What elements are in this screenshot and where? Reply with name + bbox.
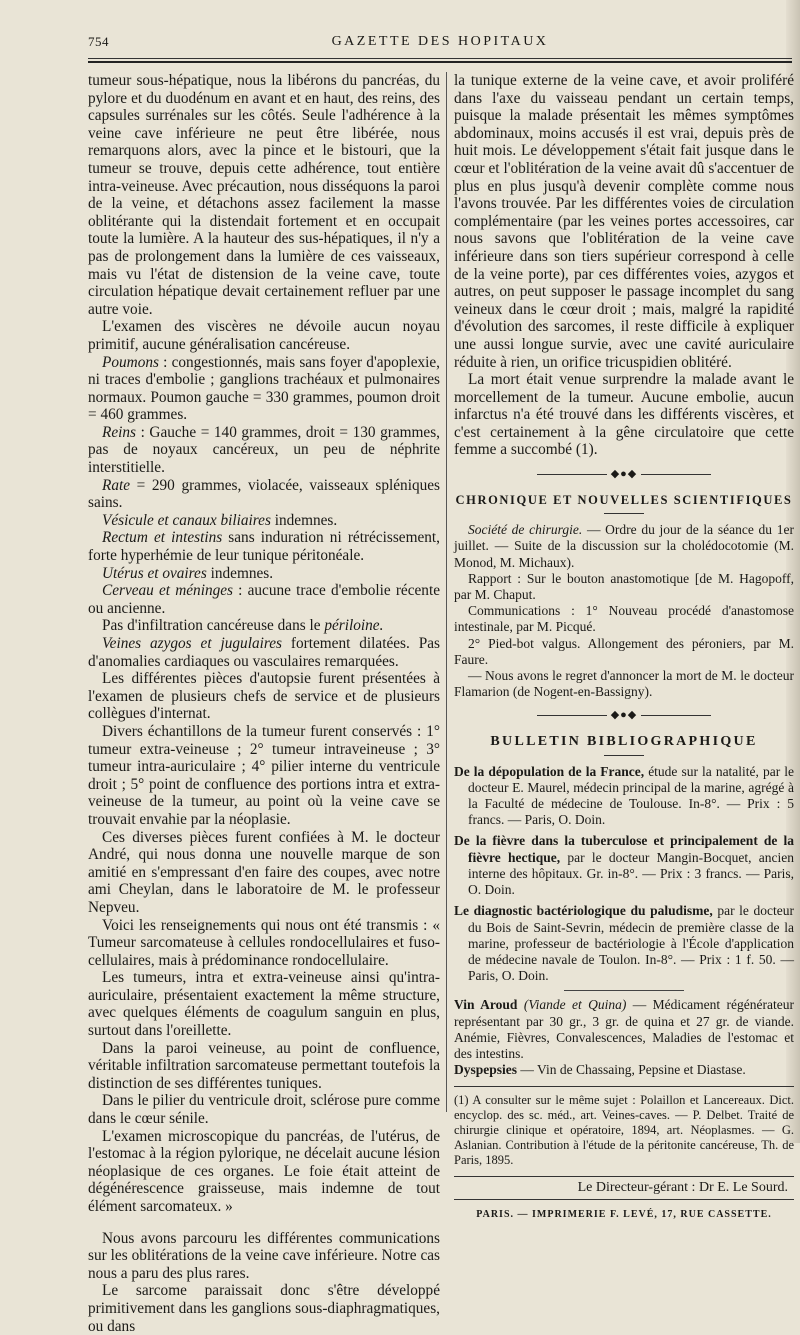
- organ-text: : Gauche = 140 grammes, droit = 130 grammes, pas de noyaux cancéreux, un peu de néphrite interstitielle.: [88, 423, 440, 477]
- left-column: [88, 72, 440, 1335]
- title-rule: [604, 513, 644, 514]
- right-column: [454, 72, 794, 1224]
- page-number: 754: [88, 34, 109, 49]
- text-span: — Vin de Chassaing, Pepsine et Diastase.: [517, 1062, 746, 1078]
- bibliography-section: [454, 764, 794, 985]
- paragraph: 2° Pied-bot valgus. Allongement des péroniers, par M. Faure.: [454, 635, 794, 667]
- organ-name: Veines azygos et jugulaires: [102, 635, 282, 652]
- paragraph: L'examen microscopique du pancréas, de l'utérus, de l'estomac à la région pylorique, ne décelait aucune lésion néoplasique de ces organes. Le foie était atteint de dégénérescence graisseuse, mais indemne de tout élément sarcomateux. »: [88, 1127, 440, 1215]
- paragraph: [454, 522, 794, 571]
- organ-text: fortement dilatées. Pas d'anomalies cardiaques ou vasculaires remarquées.: [88, 635, 440, 670]
- biblio-text: étude sur la natalité, par le docteur E. Maurel, médecin principal de la marine, agrégé à la Faculté de médecine de Toulouse. In-8°. — Prix : 5 francs. — Paris, O. Doin.: [468, 763, 794, 828]
- section-ornament: ◆●◆: [454, 707, 794, 725]
- society-name: Société de chirurgie.: [468, 522, 583, 538]
- biblio-text: par le docteur Mangin-Bocquet, ancien interne des hôpitaux. Gr. in-8°. — Prix : 3 francs. — Paris, O. Doin.: [468, 849, 794, 898]
- organ-name: Cerveau et méninges: [102, 582, 233, 600]
- organ-name: Utérus et ovaires: [102, 564, 207, 582]
- footnote: (1) A consulter sur le même sujet : Polaillon et Lancereaux. Dict. encyclop. des sc. méd., art. Veines-caves. — P. Delbet. Traité de chirurgie clinique et opératoire, 1894, art. Néoplasmes. — G. Aslanian. Contribution à l'étude de la péritonite cancéreuse, Th. de Paris, 1895.: [454, 1093, 794, 1168]
- advert-text: [454, 1062, 794, 1078]
- header-rule-thick: [88, 61, 792, 63]
- paragraph: Nous avons parcouru les différentes communications sur les oblitérations de la veine cave inférieure. Notre cas nous a paru des plus rares.: [88, 1229, 440, 1282]
- biblio-text: par le docteur du Bois de Saint-Sevrin, médecin de première classe de la marine, professeur de bactériologie à l'École d'application de médecine navale de Toulon. In-8°. — Prix : 1 f. 50. — Paris, O. Doin.: [468, 903, 794, 984]
- advertisement: [454, 997, 794, 1078]
- biblio-entry: [454, 764, 794, 829]
- paragraph: Voici les renseignements qui nous ont été transmis : « Tumeur sarcomateuse à cellules rondocellulaires et fuso-cellulaires, mais à prédominance rondocellulaire.: [88, 916, 440, 969]
- paragraph: L'examen des viscères ne dévoile aucun noyau primitif, aucune généralisation cancéreuse.: [88, 318, 440, 353]
- page-header: [88, 34, 792, 56]
- organ-entry: [88, 582, 440, 617]
- paragraph: Ces diverses pièces furent confiées à M. le docteur André, qui nous donna une nouvelle marque de son amitié en s'empressant d'en faire des coupes, avec notre ami Cheylan, dans le laboratoire de M. le professeur Nepveu.: [88, 828, 440, 916]
- paragraph: Rapport : Sur le bouton anastomotique [de M. Hagopoff, par M. Chaput.: [454, 570, 794, 603]
- header-rule: [88, 58, 792, 59]
- paragraph: Les différentes pièces d'autopsie furent présentées à l'examen de plusieurs chefs de service et de plusieurs collègues d'internat.: [88, 670, 440, 723]
- column-divider: [446, 72, 447, 1112]
- organ-entry: [88, 565, 440, 583]
- advert-text: [454, 997, 794, 1062]
- paragraph: tumeur sous-hépatique, nous la libérons du pancréas, du pylore et du duodénum en avant et en haut, des reins, des capsules surrénales sur les côtés. Seule l'adhérence à la veine cave inférieure ne peut être libérée, nous remarquons alors, avec la pince et le bistouri, que la tumeur se trouve, depuis cette adhérence, tout entière intra-veineuse. Avec précaution, nous disséquons la paroi de la veine, et détachons assez facilement la masse oblitérante qui la distendait fortement et en occupait toute la lumière. A la hauteur des sus-hépatiques, il n'y a pas de prolongement dans la lumière de ces vaisseaux, mais vu l'état de distension de la veine cave, toute circulation hépatique devait certainement refluer par une autre voie.: [88, 72, 440, 318]
- biblio-entry: [454, 833, 794, 898]
- paragraph: Divers échantillons de la tumeur furent conservés : 1° tumeur extra-veineuse ; 2° tumeur intraveineuse ; 3° tumeur intra-auriculaire ; 4° pilier interne du ventricule droit ; 5° point de confluence des portions intra et extra-veineuse de la tumeur, au point où la veine cave se trouvait envahie par la néoplasie.: [88, 722, 440, 828]
- biblio-title: Le diagnostic bactériologique du paludisme,: [454, 903, 713, 919]
- organ-entry: [88, 477, 440, 512]
- italic-word: périloine.: [324, 617, 384, 635]
- organ-entry: [88, 424, 440, 477]
- organ-name: Rectum et intestins: [102, 529, 223, 547]
- organ-text: : aucune trace d'embolie récente ou ancienne.: [88, 582, 440, 617]
- signature: Le Directeur-gérant : Dr E. Le Sourd.: [454, 1176, 794, 1200]
- paragraph: [88, 617, 440, 635]
- section-ornament: ◆●◆: [454, 466, 794, 484]
- organ-text: sans induration ni rétrécissement, forte hyperhémie de leur tunique péritonéale.: [88, 529, 440, 565]
- organ-name: Vésicule et canaux biliaires: [102, 511, 271, 529]
- paragraph: Les tumeurs, intra et extra-veineuse ainsi qu'intra-auriculaire, présentaient exactement la même structure, avec quelques éléments de coagulum sanguin en plus, surtout dans l'oreillette.: [88, 969, 440, 1040]
- biblio-title: De la fièvre dans la tuberculose et principalement de la fièvre hectique,: [454, 833, 794, 865]
- text-span: — Ordre du jour de la séance du 1er juillet. — Suite de la discussion sur la cholédocotomie (M. Monod, M. Michaux).: [454, 522, 794, 570]
- organ-text: : congestionnés, mais sans foyer d'apoplexie, ni traces d'embolie ; ganglions trachéaux et pulmonaires normaux. Poumon gauche = 330 grammes, poumon droit = 460 grammes.: [88, 353, 440, 424]
- footnote-rule: [454, 1086, 794, 1087]
- advert-product: Dyspepsies: [454, 1062, 518, 1078]
- organ-entry: [88, 512, 440, 530]
- biblio-entry: [454, 903, 794, 984]
- text-span: Pas d'infiltration cancéreuse dans le: [102, 617, 325, 635]
- paragraph: [88, 635, 440, 670]
- organ-name: Poumons: [102, 353, 159, 371]
- spacer: [88, 1216, 440, 1230]
- running-title: GAZETTE DES HOPITAUX: [331, 34, 549, 49]
- paragraph: Dans la paroi veineuse, au point de confluence, véritable infiltration sarcomateuse permettant toutefois la distinction de ses différentes tuniques.: [88, 1039, 440, 1092]
- biblio-title: De la dépopulation de la France,: [454, 763, 645, 779]
- chronique-section: [454, 522, 794, 700]
- imprint: PARIS. — IMPRIMERIE F. LEVÉ, 17, RUE CASSETTE.: [476, 1208, 772, 1220]
- advert-rule: [564, 990, 684, 991]
- organ-name: Reins: [102, 423, 136, 441]
- advert-subtitle: (Viande et Quina): [517, 997, 627, 1013]
- paragraph: — Nous avons le regret d'annoncer la mort de M. le docteur Flamarion (de Nogent-en-Bassigny).: [454, 668, 794, 700]
- organ-text: indemnes.: [270, 511, 338, 529]
- text-span: — Médicament régénérateur représentant par 30 gr., 3 gr. de quina et 27 gr. de viande. Anémie, Fièvres, Convalescences, Maladies de l'estomac et des intestins.: [454, 997, 795, 1061]
- paragraph: Le sarcome paraissait donc s'être développé primitivement dans les ganglions sous-diaphragmatiques, ou dans: [88, 1282, 440, 1335]
- advert-product: Vin Aroud: [454, 997, 518, 1013]
- paragraph: La mort était venue surprendre la malade avant le morcellement de la tumeur. Aucune embolie, aucun infarctus n'a été trouvé dans les différents viscères, et c'est certainement à la gêne circulatoire que cette femme a succombé (1).: [454, 371, 794, 459]
- organ-entry: [88, 354, 440, 424]
- organ-text: indemnes.: [206, 564, 274, 582]
- organ-text: = 290 grammes, violacée, vaisseaux spléniques sains.: [88, 476, 440, 512]
- organ-entry: [88, 529, 440, 564]
- section-title-chronique: CHRONIQUE ET NOUVELLES SCIENTIFIQUES: [455, 492, 793, 507]
- paragraph: Communications : 1° Nouveau procédé d'anastomose intestinale, par M. Picqué.: [454, 603, 794, 635]
- paragraph: Dans le pilier du ventricule droit, sclérose pure comme dans le cœur sénile.: [88, 1092, 440, 1128]
- section-title-bulletin: BULLETIN BIBLIOGRAPHIQUE: [490, 734, 758, 750]
- organ-name: Rate: [102, 476, 131, 494]
- title-rule: [604, 755, 644, 756]
- paragraph: la tunique externe de la veine cave, et avoir proliféré dans l'axe du vaisseau pendant un certain temps, puisque la malade présentait les mêmes symptômes abdominaux, moins accusés il est vrai, depuis près de huit mois. Le développement s'était fait jusque dans le cœur et l'oblitération de la veine avait dû s'accentuer de plus en plus jusqu'à devenir complète comme nous l'avons trouvée. Par les différentes voies de circulation complémentaire (par les veines portes accessoires, car nous savons que l'oblitération de la veine cave inférieure dans son tiers supérieur correspond à celle de la veine porte), par ces différentes voies, azygos et autres, on peut supposer le passage incomplet du sang veineux dans le cœur droit ; mais, malgré la rapidité d'évolution des sarcomes, il reste difficile à expliquer une aussi longue survie, avec une cavité auriculaire réduite à rien, un orifice tricuspidien oblitéré.: [454, 72, 794, 371]
